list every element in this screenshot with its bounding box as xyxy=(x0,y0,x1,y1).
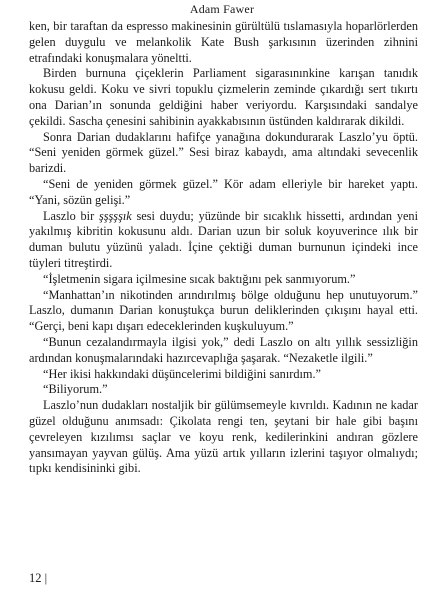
paragraph xyxy=(29,382,418,398)
body-text xyxy=(29,19,418,477)
paragraph-text: “Biliyorum.” xyxy=(43,382,108,397)
paragraph xyxy=(29,177,418,209)
paragraph xyxy=(29,272,418,288)
paragraph-text: “Manhattan’ın nikotinden arındırılmış bölge olduğunu hep unutuyorum.” Laszlo, dumanın Darian konuştukça burun deliklerinden çıkışını hayal etti. “Gerçi, beni kapı dışarı edeceklerinden kuşkuluyum.” xyxy=(29,287,418,334)
paragraph xyxy=(29,367,418,383)
paragraph-text: “İşletmenin sigara içilmesine sıcak baktığını pek sanmıyorum.” xyxy=(43,271,356,286)
italic-text: şşşşşık xyxy=(98,208,132,223)
paragraph-text: Sonra Darian dudaklarını hafifçe yanağına dokundurarak Laszlo’yu öptü. “Seni yeniden görmek güzel.” Sesi biraz kabaydı, ama altındaki sevecenlik barizdi. xyxy=(29,129,418,176)
paragraph-text: sesi duydu; yüzünde bir sıcaklık hissetti, ardından yeni yakılmış kibritin kokusunu aldı. Darian uzun bir soluk koyuverince ılık bir duman bulutu yüzünü yaladı. İçine çektiği duman burnunun içindeki ince tüyleri titreştirdi. xyxy=(29,208,418,270)
paragraph-text: “Seni de yeniden görmek güzel.” Kör adam elleriyle bir hareket yaptı. “Yani, sözün gelişi.” xyxy=(29,176,418,207)
paragraph xyxy=(29,19,418,66)
page-number: 12 | xyxy=(29,571,48,585)
paragraph-text: Birden burnuna çiçeklerin Parliament sigarasınınkine karışan tanıdık kokusu geldi. Koku ve sivri topuklu çizmelerin zeminde çıkardığı sert tıkırtı ona Darian’ın sonunda geldiğini haber veriyordu. Karşısındaki sandalye çekildi. Sascha çenesini sahibinin ayakkabısının üstünden kaldırarak dikildi. xyxy=(29,66,418,128)
paragraph xyxy=(29,335,418,367)
paragraph-text: “Bunun cezalandırmayla ilgisi yok,” dedi Laszlo on altı yıllık sessizliğin ardından konuşmalarındaki hazırcevaplığa şaşarak. “Nezaketle ilgili.” xyxy=(29,334,418,365)
paragraph-text: Laszlo’nun dudakları nostaljik bir gülümsemeyle kıvrıldı. Kadının ne kadar güzel olduğunu anımsadı: Çikolata rengi ten, şeytani bir hale gibi başını çevreleyen kızılımsı saçlar ve koyu renk, kedilerinkini andıran gözlere yansımayan yayvan gülüş. Ama yüzü artık yılların izlerini taşıyor olmalıydı; tıpkı kendisininki gibi. xyxy=(29,398,418,476)
paragraph xyxy=(29,66,418,129)
running-header: Adam Fawer xyxy=(189,2,255,16)
paragraph xyxy=(29,398,418,477)
paragraph xyxy=(29,130,418,177)
paragraph-text: Laszlo bir xyxy=(43,208,99,223)
paragraph-text: “Her ikisi hakkındaki düşüncelerimi bildiğini sanırdım.” xyxy=(43,366,321,381)
paragraph xyxy=(29,209,418,272)
paragraph xyxy=(29,288,418,335)
paragraph-text: ken, bir taraftan da espresso makinesinin gürültülü tıslamasıyla hoparlörlerden gelen duygulu ve melankolik Kate Bush şarkısının üzerinden zihnini etrafındaki konuşmalara yöneltti. xyxy=(29,19,418,65)
